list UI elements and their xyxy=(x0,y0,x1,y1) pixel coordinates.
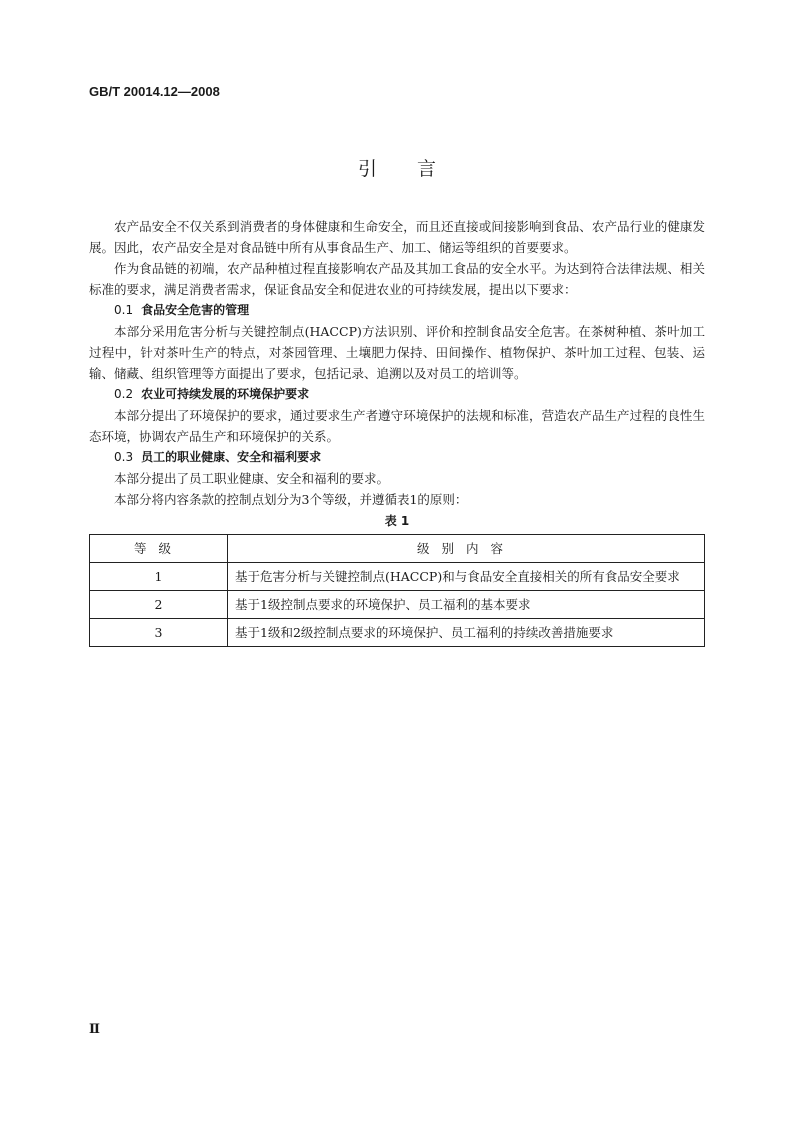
page-number: Ⅱ xyxy=(89,1022,100,1037)
page-title: 引言 xyxy=(357,158,476,180)
row-level: 3 xyxy=(90,619,228,647)
table-row xyxy=(90,563,705,591)
row-content: 基于1级控制点要求的环境保护、员工福利的基本要求 xyxy=(228,591,705,619)
table-title: 表 1 xyxy=(384,514,410,528)
row-content: 基于1级和2级控制点要求的环境保护、员工福利的持续改善措施要求 xyxy=(228,619,705,647)
paragraph-4: 本部分提出了环境保护的要求，通过要求生产者遵守环境保护的法规和标准，营造农产品生产过程的良性生态环境，协调农产品生产和环境保护的关系。 xyxy=(89,408,705,444)
table-row xyxy=(90,619,705,647)
section-number: 0.1 xyxy=(114,303,134,317)
paragraph-5: 本部分提出了员工职业健康、安全和福利的要求。 xyxy=(114,471,390,486)
section-number: 0.3 xyxy=(114,450,134,464)
introduction-body xyxy=(89,216,705,510)
header-content: 级别内容 xyxy=(228,535,705,563)
section-heading-0-3 xyxy=(89,447,705,468)
section-title: 农业可持续发展的环境保护要求 xyxy=(141,387,310,401)
table-row xyxy=(90,591,705,619)
paragraph-1: 农产品安全不仅关系到消费者的身体健康和生命安全，而且还直接或间接影响到食品、农产品行业的健康发展。因此，农产品安全是对食品链中所有从事食品生产、加工、储运等组织的首要要求。 xyxy=(89,219,705,255)
paragraph-6: 本部分将内容条款的控制点划分为3个等级，并遵循表1的原则： xyxy=(114,492,468,507)
standard-code: GB/T 20014.12—2008 xyxy=(89,84,220,99)
section-heading-0-2 xyxy=(89,384,705,405)
section-title: 员工的职业健康、安全和福利要求 xyxy=(141,450,322,464)
section-number: 0.2 xyxy=(114,387,134,401)
row-content: 基于危害分析与关键控制点(HACCP)和与食品安全直接相关的所有食品安全要求 xyxy=(228,563,705,591)
level-table xyxy=(89,534,705,647)
section-title: 食品安全危害的管理 xyxy=(141,303,250,317)
table-header-row xyxy=(90,535,705,563)
section-heading-0-1 xyxy=(89,300,705,321)
row-level: 2 xyxy=(90,591,228,619)
paragraph-2: 作为食品链的初端，农产品种植过程直接影响农产品及其加工食品的安全水平。为达到符合法律法规、相关标准的要求，满足消费者需求，保证食品安全和促进农业的可持续发展，提出以下要求： xyxy=(89,261,705,297)
header-level: 等级 xyxy=(90,535,228,563)
row-level: 1 xyxy=(90,563,228,591)
paragraph-3: 本部分采用危害分析与关键控制点(HACCP)方法识别、评价和控制食品安全危害。在茶树种植、茶叶加工过程中，针对茶叶生产的特点，对茶园管理、土壤肥力保持、田间操作、植物保护、茶叶加工过程、包装、运输、储藏、组织管理等方面提出了要求，包括记录、追溯以及对员工的培训等。 xyxy=(89,324,705,381)
